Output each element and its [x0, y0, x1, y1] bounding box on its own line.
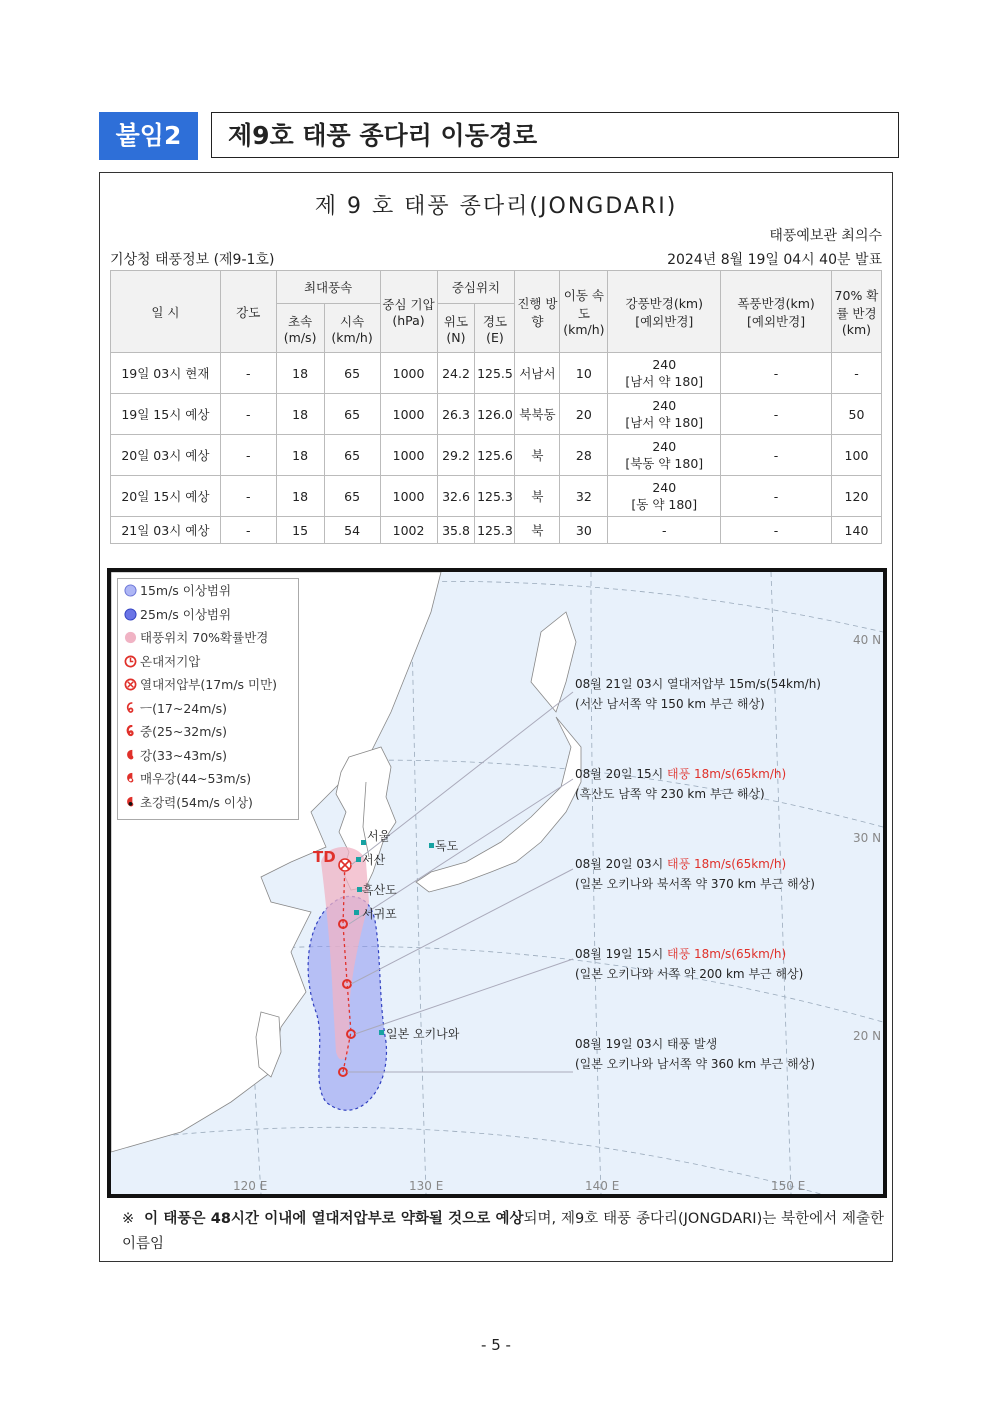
place-okinawa: 일본 오키나와	[386, 1027, 460, 1041]
col-lon: 경도 (E)	[475, 304, 515, 353]
col-direction: 진행 방향	[515, 271, 560, 353]
typhoon-report-frame	[99, 172, 893, 1262]
attachment-title: 제9호 태풍 종다리 이동경로	[211, 112, 899, 158]
pink-circle-icon	[124, 631, 137, 644]
report-title: 제 9 호 태풍 종다리(JONGDARI)	[314, 194, 678, 219]
attachment-tag: 붙임2	[99, 112, 198, 160]
col-wind-ms: 초속 (m/s)	[276, 304, 324, 353]
lat-20: 20 N	[853, 1029, 882, 1043]
forecaster: 태풍예보관 최의수	[769, 228, 882, 244]
place-seoul: 서울	[367, 829, 391, 843]
annotation-1-line1: 08월 21일 03시 열대저압부 15m/s(54km/h)	[575, 677, 821, 691]
place-seogwipo: 서귀포	[362, 907, 397, 921]
typhoon-track-map	[107, 568, 887, 1198]
annotation-1-line2: (서산 남서쪽 약 150 km 부근 해상)	[575, 697, 765, 711]
typhoon-info-table	[110, 270, 882, 544]
footnote	[122, 1207, 884, 1257]
legend-item: 15m/s 이상범위	[118, 579, 298, 603]
legend-item: 강(33~43m/s)	[118, 744, 298, 768]
lon-120: 120 E	[233, 1179, 268, 1193]
track-annotations	[575, 676, 821, 1071]
col-intensity: 강도	[220, 271, 276, 353]
legend-item: 초강력(54m/s 이상)	[118, 791, 298, 815]
lon-140: 140 E	[585, 1179, 620, 1193]
table-row: 20일 15시 예상 - 18 65 1000 32.6 125.3 북 32 240 [동 약 180] - 120	[111, 476, 882, 517]
typhoon-weak-icon	[124, 702, 137, 715]
table-row: 19일 03시 현재 - 18 65 1000 24.2 125.5 서남서 10 240 [남서 약 180] - -	[111, 353, 882, 394]
table-row: 19일 15시 예상 - 18 65 1000 26.3 126.0 북북동 20 240 [남서 약 180] - 50	[111, 394, 882, 435]
legend-item: 25m/s 이상범위	[118, 603, 298, 627]
legend-item: 온대저기압	[118, 650, 298, 674]
attachment-header	[99, 112, 899, 160]
report-source: 기상청 태풍정보 (제9-1호)	[110, 252, 275, 268]
place-seosan: 서산	[362, 853, 386, 867]
blue-circle-icon	[124, 608, 137, 621]
map-legend	[117, 578, 299, 820]
annotation-3-line2: (일본 오키나와 북서쪽 약 370 km 부근 해상)	[575, 877, 815, 891]
annotation-3-line1: 08월 20일 03시 태풍 18m/s(65km/h)	[575, 857, 787, 871]
issued-time: 2024년 8월 19일 04시 40분 발표	[667, 252, 882, 268]
typhoon-strong-icon	[124, 749, 137, 762]
legend-item: 태풍위치 70%확률반경	[118, 626, 298, 650]
col-gale: 강풍반경(km) [예외반경]	[608, 271, 721, 353]
col-lat: 위도 (N)	[437, 304, 475, 353]
page-number: - 5 -	[481, 1336, 511, 1354]
annotation-2-line2: (흑산도 남쪽 약 230 km 부근 해상)	[575, 787, 765, 801]
place-dokdo: 독도	[435, 839, 459, 853]
col-pressure: 중심 기압 (hPa)	[380, 271, 437, 353]
lat-30: 30 N	[853, 831, 882, 845]
typhoon-super-icon	[124, 796, 137, 809]
place-heuksando: 흑산도	[362, 883, 397, 897]
col-center: 중심위치	[437, 271, 515, 304]
table-row: 21일 03시 예상 - 15 54 1002 35.8 125.3 북 30 - - 140	[111, 517, 882, 544]
annotation-5-line2: (일본 오키나와 남서쪽 약 360 km 부근 해상)	[575, 1057, 815, 1071]
legend-item: ㅡ(17~24m/s)	[118, 697, 298, 721]
col-storm: 폭풍반경(km) [예외반경]	[721, 271, 832, 353]
typhoon-medium-icon	[124, 725, 137, 738]
note-bold: 이 태풍은 48시간 이내에 열대저압부로 약화될 것으로 예상	[144, 1211, 524, 1227]
col-time: 일 시	[111, 271, 221, 353]
col-wind-kmh: 시속 (km/h)	[324, 304, 380, 353]
lon-130: 130 E	[409, 1179, 444, 1193]
annotation-5-line1: 08월 19일 03시 태풍 발생	[575, 1037, 718, 1051]
td-symbol	[339, 859, 351, 871]
note-rest: 되며, 제9호 태풍 종다리(JONGDARI)는 북한에서 제출한 이름임	[122, 1211, 885, 1252]
note-mark: ※	[122, 1211, 135, 1227]
lat-40: 40 N	[853, 633, 882, 647]
tropical-depression-icon	[124, 678, 137, 691]
table-row: 20일 03시 예상 - 18 65 1000 29.2 125.6 북 28 240 [북동 약 180] - 100	[111, 435, 882, 476]
annotation-2-line1: 08월 20일 15시 태풍 18m/s(65km/h)	[575, 767, 787, 781]
col-max-wind: 최대풍속	[276, 271, 380, 304]
annotation-4-line1: 08월 19일 15시 태풍 18m/s(65km/h)	[575, 947, 787, 961]
annotation-4-line2: (일본 오키나와 서쪽 약 200 km 부근 해상)	[575, 967, 804, 981]
table-header-row	[111, 271, 882, 304]
legend-item: 중(25~32m/s)	[118, 720, 298, 744]
col-prob: 70% 확률 반경 (km)	[831, 271, 881, 353]
light-blue-circle-icon	[124, 584, 137, 597]
col-speed: 이동 속도 (km/h)	[560, 271, 608, 353]
extratropical-low-icon	[124, 655, 137, 668]
lon-150: 150 E	[771, 1179, 806, 1193]
td-label: TD	[313, 848, 336, 866]
typhoon-very-strong-icon	[124, 772, 137, 785]
legend-item: 열대저압부(17m/s 미만)	[118, 673, 298, 697]
legend-item: 매우강(44~53m/s)	[118, 767, 298, 791]
